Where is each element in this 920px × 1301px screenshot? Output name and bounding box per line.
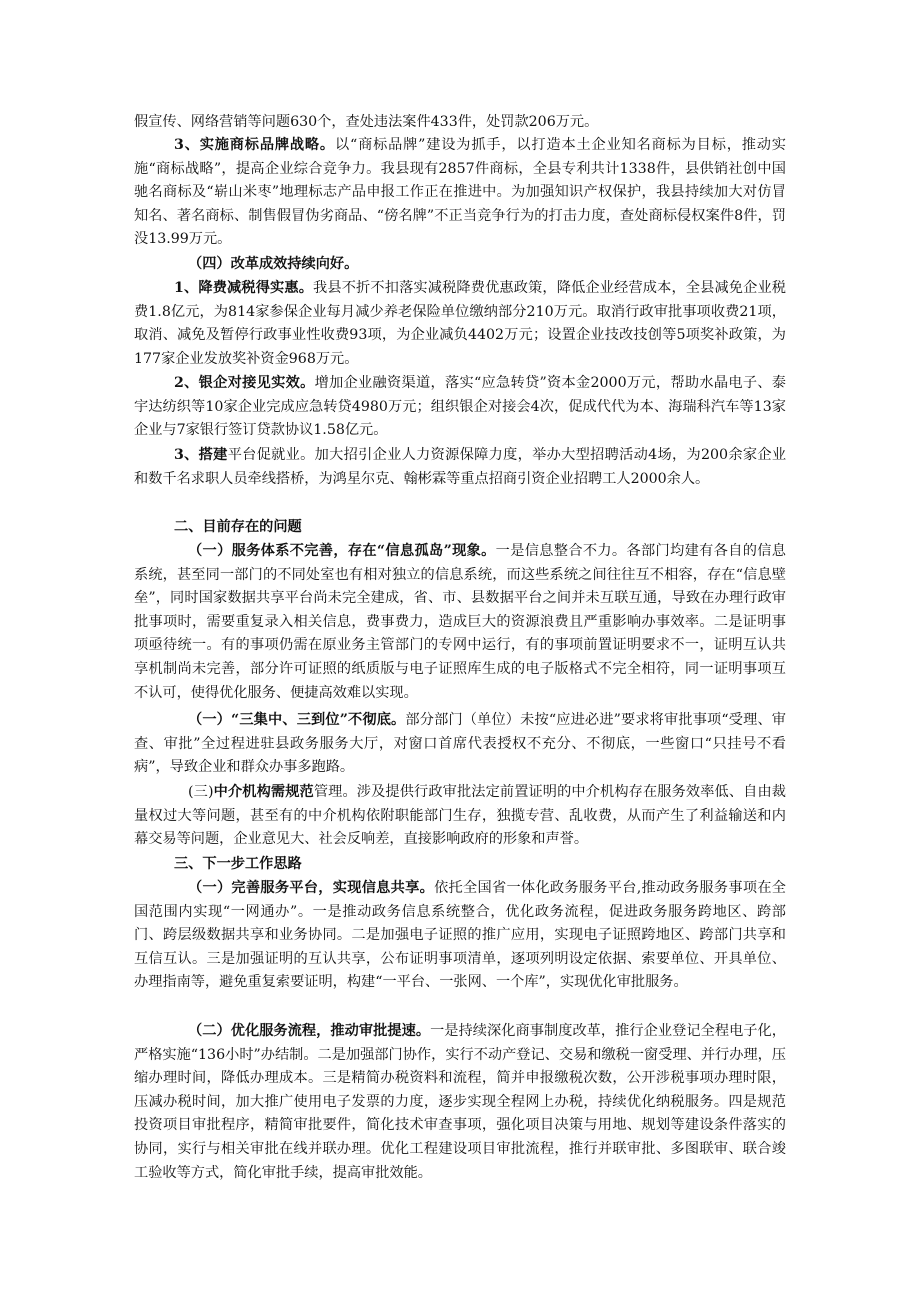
paragraph-lead: 2、银企对接见实效。: [174, 375, 315, 391]
paragraph-information-island: （一）服务体系不完善，存在“信息孤岛”现象。一是信息整合不力。各部门均建有各自的信息系统，甚至同一部门的不同处室也有相对独立的信息系统，而这些系统之间往往互不相容，存在“信息壁垒”，同时国家数据共享平台尚未完全建成，省、市、县数据平台之间并未互联互通，导致在办理行政审批事项时，需要重复录入相关信息，费事费力，造成巨大的资源浪费且严重影响办事效率。二是证明事项亟待统一。有的事项仍需在原业务主管部门的专网中运行，有的事项前置证明要求不一，证明互认共享机制尚未完善，部分许可证照的纸质版与电子证照库生成的电子版格式不完全相符，同一证明事项互不认可，使得优化服务、便捷高效难以实现。: [134, 543, 786, 701]
subheading-reform-results: （四）改革成效持续向好。: [188, 256, 359, 272]
paragraph-lead: 3、实施商标品牌战略。: [174, 137, 335, 153]
paragraph-three-concentrations: （一）“三集中、三到位”不彻底。部分部门（单位）未按“应进必进”要求将审批事项“受理、审查、审批”全过程进驻县政务服务大厅，对窗口首席代表授权不充分、不彻底，一些窗口“只挂号不看病”，导致企业和群众办事多跑路。: [134, 712, 786, 776]
paragraph-tax-reduction: 1、降费减税得实惠。我县不折不扣落实减税降费优惠政策，降低企业经营成本，全县减免企业税费1.8亿元，为814家参保企业每月减少养老保险单位缴纳部分210万元。取消行政审批事项收费21项，取消、减免及暂停行政事业性收费93项，为企业减负4402万元；设置企业技改技创等5项奖补政策，为177家企业发放奖补资金968万元。: [134, 280, 786, 367]
section-heading-problems: 二、目前存在的问题: [174, 519, 302, 535]
paragraph-lead: 1、降费减税得实惠。: [174, 280, 314, 296]
paragraph-lead: （一）完善服务平台，实现信息共享。: [188, 880, 435, 896]
paragraph-continuation: 假宣传、网络营销等问题630个，查处违法案件433件，处罚款206万元。: [134, 114, 599, 130]
paragraph-lead: （二）优化服务流程，推动审批提速。: [188, 1023, 431, 1039]
paragraph-employment-platform: 3、搭建平台促就业。加大招引企业人力资源保障力度，举办大型招聘活动4场，为200余家企业和数千名求职人员牵线搭桥，为鸿星尔克、翰彬霖等重点招商引资企业招聘工人2000余人。: [134, 447, 787, 487]
paragraph-bank-enterprise: 2、银企对接见实效。增加企业融资渠道，落实“应急转贷”资本金2000万元，帮助水晶电子、泰宇达纺织等10家企业完成应急转贷4980万元；组织银企对接会4次，促成代代为本、海瑞科汽车等13家企业与7家银行签订贷款协议1.58亿元。: [134, 375, 786, 439]
paragraph-intermediary-agencies: (三)中介机构需规范管理。涉及提供行政审批法定前置证明的中介机构存在服务效率低、自由裁量权过大等问题，甚至有的中介机构依附职能部门生存，独揽专营、乱收费，从而产生了利益输送和内幕交易等问题，企业意见大、社会反响差，直接影响政府的形象和声誉。: [134, 784, 786, 848]
paragraph-trademark-strategy: 3、实施商标品牌战略。以“商标品牌”建设为抓手，以打造本土企业知名商标为目标，推动实施“商标战略”，提高企业综合竞争力。我县现有2857件商标，全县专利共计1338件，县供销社创中国驰名商标及“崭山米枣”地理标志产品申报工作正在推进中。为加强知识产权保护，我县持续加大对仿冒知名、著名商标、制售假冒伪劣商品、“傍名牌”不正当竞争行为的打击力度，查处商标侵权案件8件，罚没13.99万元。: [134, 137, 786, 248]
paragraph-service-process: （二）优化服务流程，推动审批提速。一是持续深化商事制度改革，推行企业登记全程电子化，严格实施“136小时”办结制。二是加强部门协作，实行不动产登记、交易和缴税一窗受理、并行办理，压缩办理时间，降低办理成本。三是精简办税资料和流程，简并申报缴税次数，公开涉税事项办理时限，压减办税时间，加大推广使用电子发票的力度，逐步实现全程网上办税，持续优化纳税服务。四是规范投资项目审批程序，精简审批要件，简化技术审查事项，强化项目决策与用地、规划等建设条件落实的协同，实行与相关审批在线并联办理。优化工程建设项目审批流程，推行并联审批、多图联审、联合竣工验收等方式，简化审批手续，提高审批效能。: [134, 1023, 786, 1181]
paragraph-lead: 中介机构需规范: [213, 784, 314, 800]
paragraph-lead: 3、搭建: [174, 447, 228, 463]
section-heading-next-steps: 三、下一步工作思路: [174, 856, 302, 872]
paragraph-service-platform: （一）完善服务平台，实现信息共享。依托全国省一体化政务服务平台,推动政务服务事项在全国范围内实现“一网通办”。一是推动政务信息系统整合，优化政务流程，促进政务服务跨地区、跨部门、跨层级数据共享和业务协同。二是加强电子证照的推广应用，实现电子证照跨地区、跨部门共享和互信互认。三是加强证明的互认共享，公布证明事项清单，逐项列明设定依据、索要单位、开具单位、办理指南等，避免重复索要证明，构建“一平台、一张网、一个库”，实现优化审批服务。: [134, 880, 786, 991]
paragraph-lead: （一）“三集中、三到位”不彻底。: [188, 712, 406, 728]
paragraph-lead: （一）服务体系不完善，存在“信息孤岛”现象。: [188, 543, 496, 559]
